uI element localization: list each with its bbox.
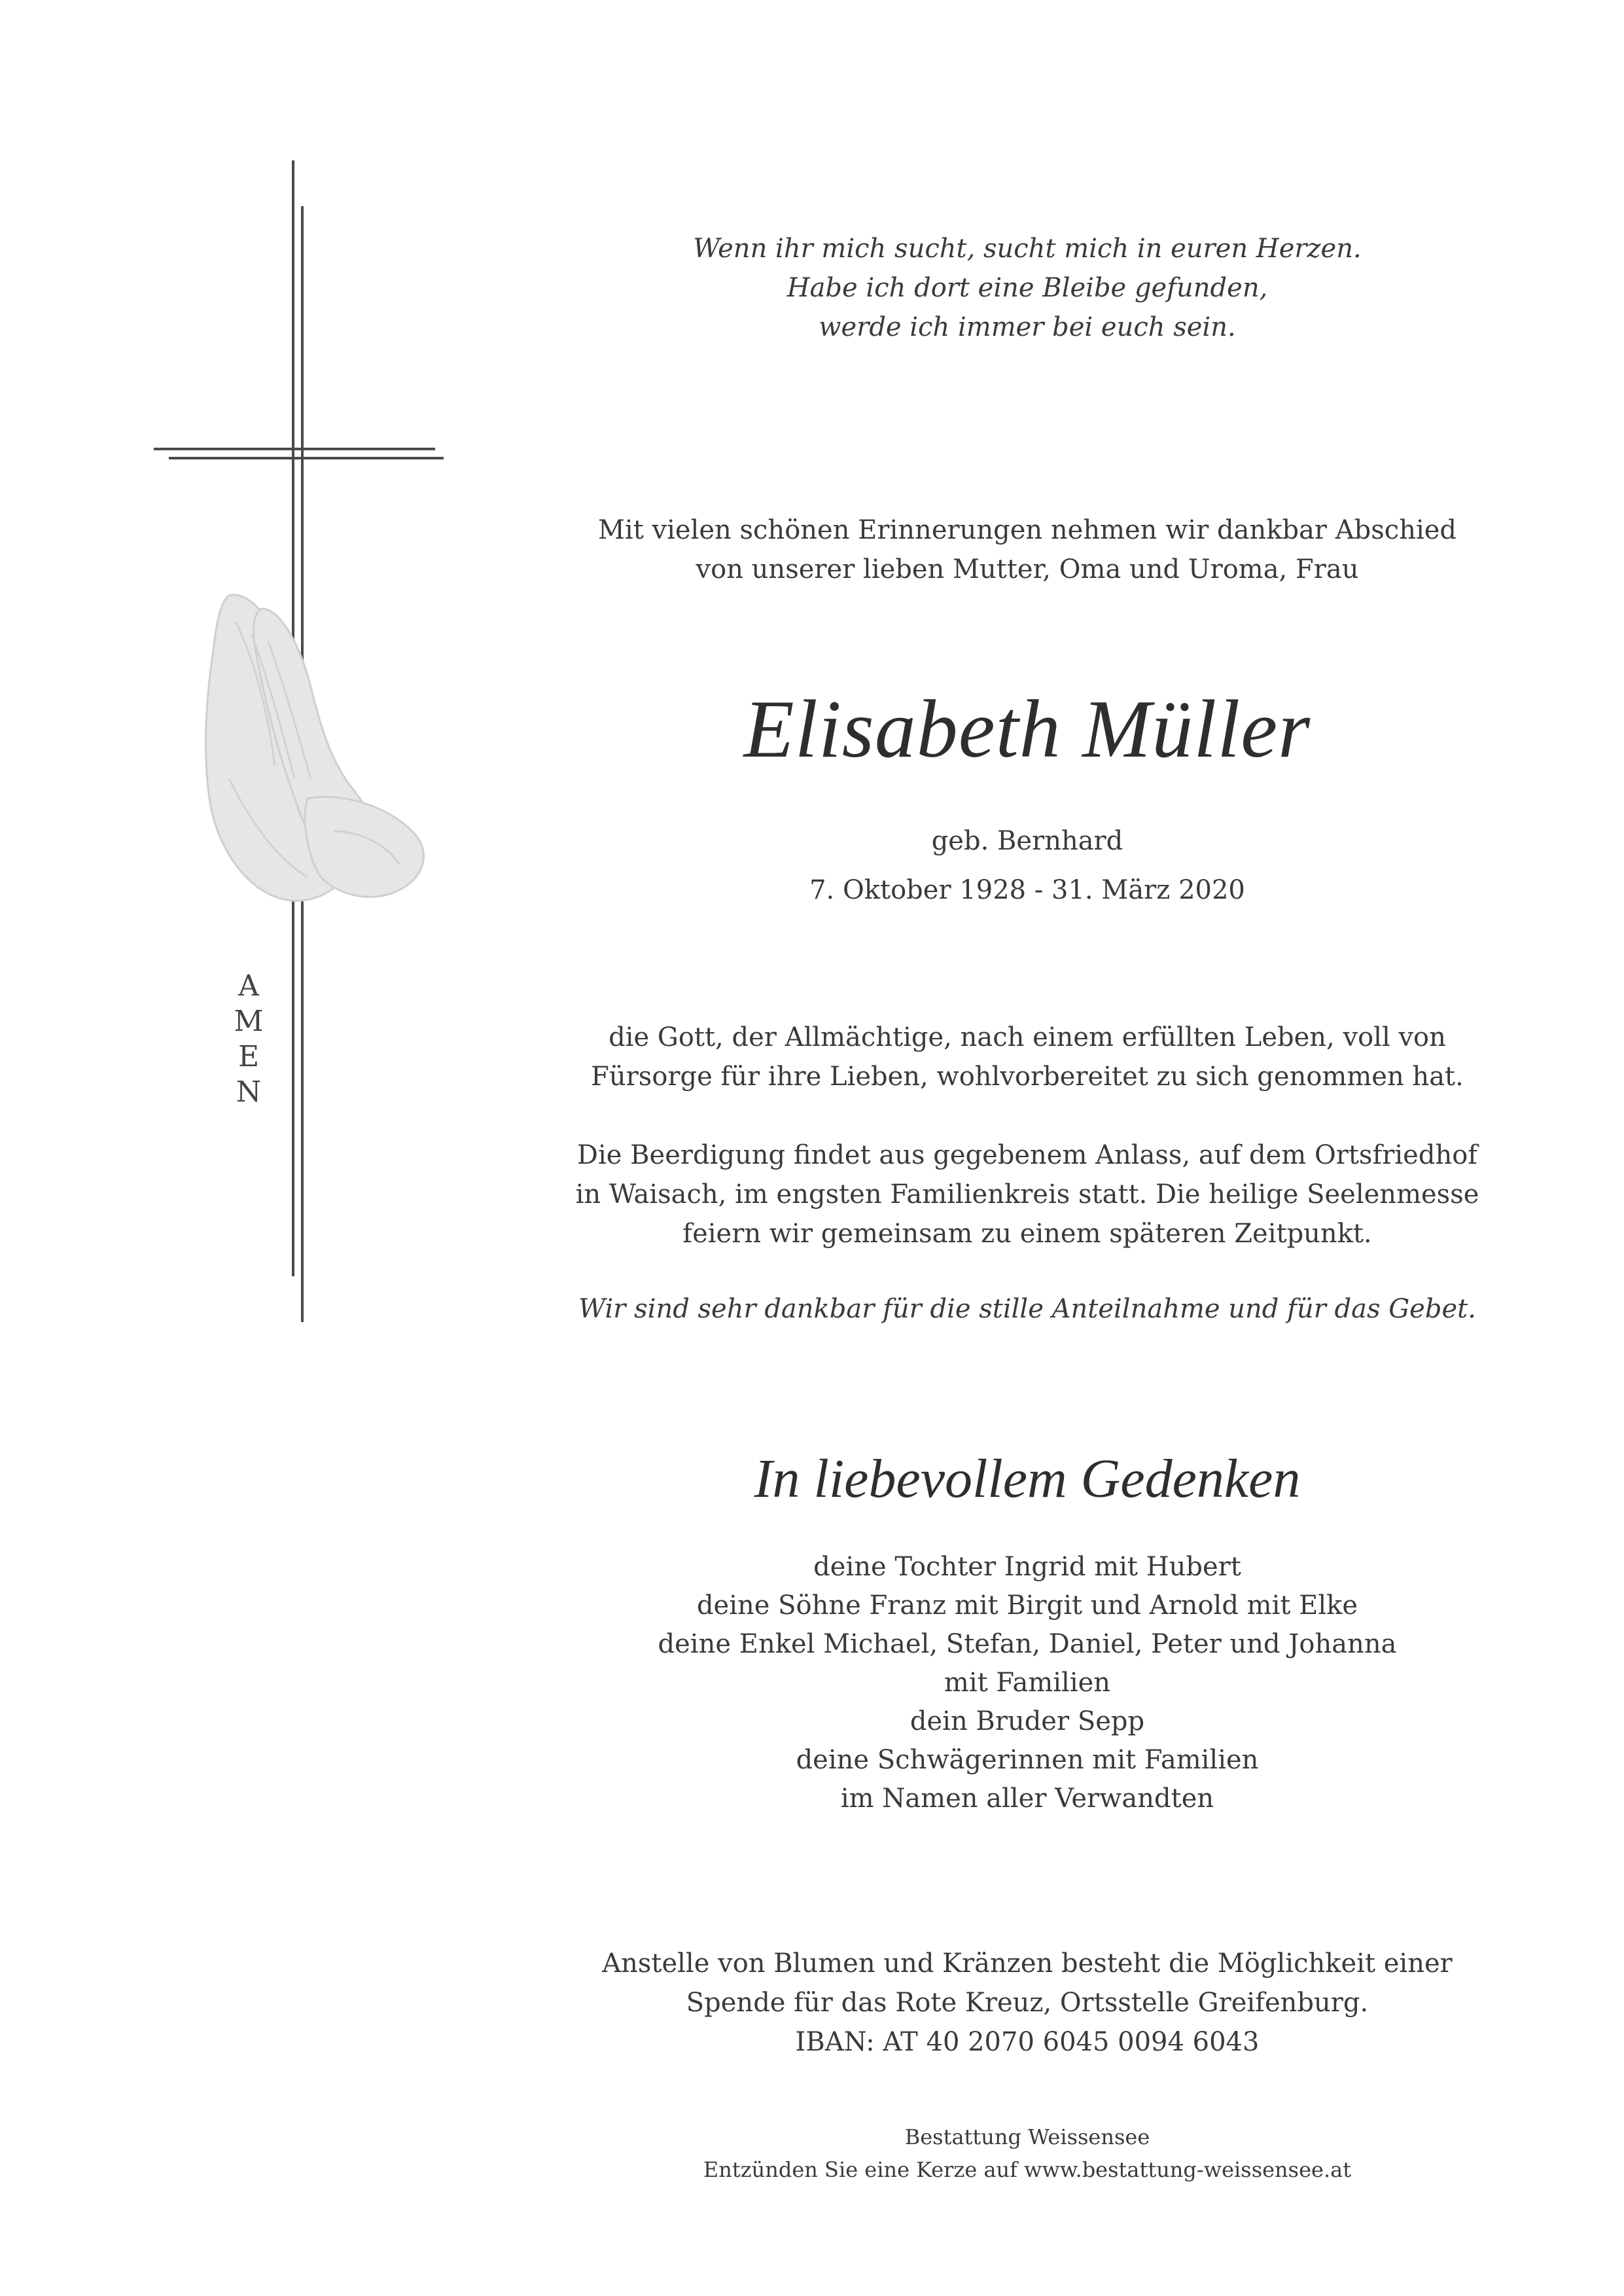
body-line: Die Beerdigung findet aus gegebenem Anlass, auf dem Ortsfriedhof: [576, 1140, 1478, 1170]
mourner-line: deine Söhne Franz mit Birgit und Arnold mit Elke: [696, 1590, 1358, 1621]
cross-horizontal-line-bottom: [169, 457, 444, 459]
donation-notice: [550, 1944, 1505, 2062]
donation-line: Anstelle von Blumen und Kränzen besteht die Möglichkeit einer: [602, 1948, 1453, 1979]
amen-letter: N: [236, 1075, 262, 1109]
mourner-line: mit Familien: [944, 1668, 1111, 1698]
motto-line: Habe ich dort eine Bleibe gefunden,: [786, 273, 1268, 303]
mourner-line: im Namen aller Verwandten: [840, 1784, 1214, 1814]
deceased-name: Elisabeth Müller: [743, 684, 1311, 775]
amen-letter: M: [234, 1005, 264, 1038]
mourners-list: [550, 1548, 1505, 1818]
body-line: in Waisach, im engsten Familienkreis statt. Die heilige Seelenmesse: [575, 1179, 1479, 1210]
candle-website-line: Entzünden Sie eine Kerze auf www.bestattung-weissensee.at: [703, 2157, 1352, 2182]
mourner-line: deine Enkel Michael, Stefan, Daniel, Peter und Johanna: [658, 1629, 1397, 1659]
memory-heading: In liebevollem Gedenken: [754, 1448, 1301, 1509]
body-paragraph-2: [550, 1136, 1505, 1253]
motto-verse: [550, 229, 1505, 347]
intro-line: Mit vielen schönen Erinnerungen nehmen wir dankbar Abschied: [597, 515, 1457, 545]
intro-line: von unserer lieben Mutter, Oma und Uroma, Frau: [696, 554, 1359, 584]
life-dates: 7. Oktober 1928 - 31. März 2020: [809, 875, 1245, 905]
maiden-name: geb. Bernhard: [931, 826, 1123, 856]
body-paragraph-3: [550, 1289, 1505, 1329]
body-line: die Gott, der Allmächtige, nach einem erfüllten Leben, voll von: [609, 1022, 1446, 1052]
donation-iban: IBAN: AT 40 2070 6045 0094 6043: [795, 2027, 1260, 2057]
donation-line: Spende für das Rote Kreuz, Ortsstelle Greifenburg.: [686, 1988, 1369, 2018]
cross-horizontal-line-top: [154, 448, 435, 450]
funeral-home-name: Bestattung Weissensee: [904, 2125, 1150, 2149]
body-line: Wir sind sehr dankbar für die stille Anteilnahme und für das Gebet.: [578, 1294, 1476, 1324]
amen-vertical-text: [222, 969, 275, 1110]
mourner-line: deine Schwägerinnen mit Familien: [796, 1745, 1259, 1775]
praying-hands-icon: [190, 583, 445, 929]
amen-letter: A: [238, 969, 259, 1003]
motto-line: werde ich immer bei euch sein.: [819, 312, 1236, 342]
mourner-line: dein Bruder Sepp: [909, 1706, 1145, 1736]
intro-text: [550, 511, 1505, 589]
body-line: Fürsorge für ihre Lieben, wohlvorbereitet zu sich genommen hat.: [591, 1062, 1464, 1092]
body-paragraph-1: [550, 1018, 1505, 1096]
mourner-line: deine Tochter Ingrid mit Hubert: [813, 1552, 1241, 1582]
amen-letter: E: [238, 1040, 260, 1073]
motto-line: Wenn ihr mich sucht, sucht mich in euren Herzen.: [693, 234, 1362, 264]
footer: [550, 2121, 1505, 2186]
body-line: feiern wir gemeinsam zu einem späteren Zeitpunkt.: [682, 1219, 1372, 1249]
